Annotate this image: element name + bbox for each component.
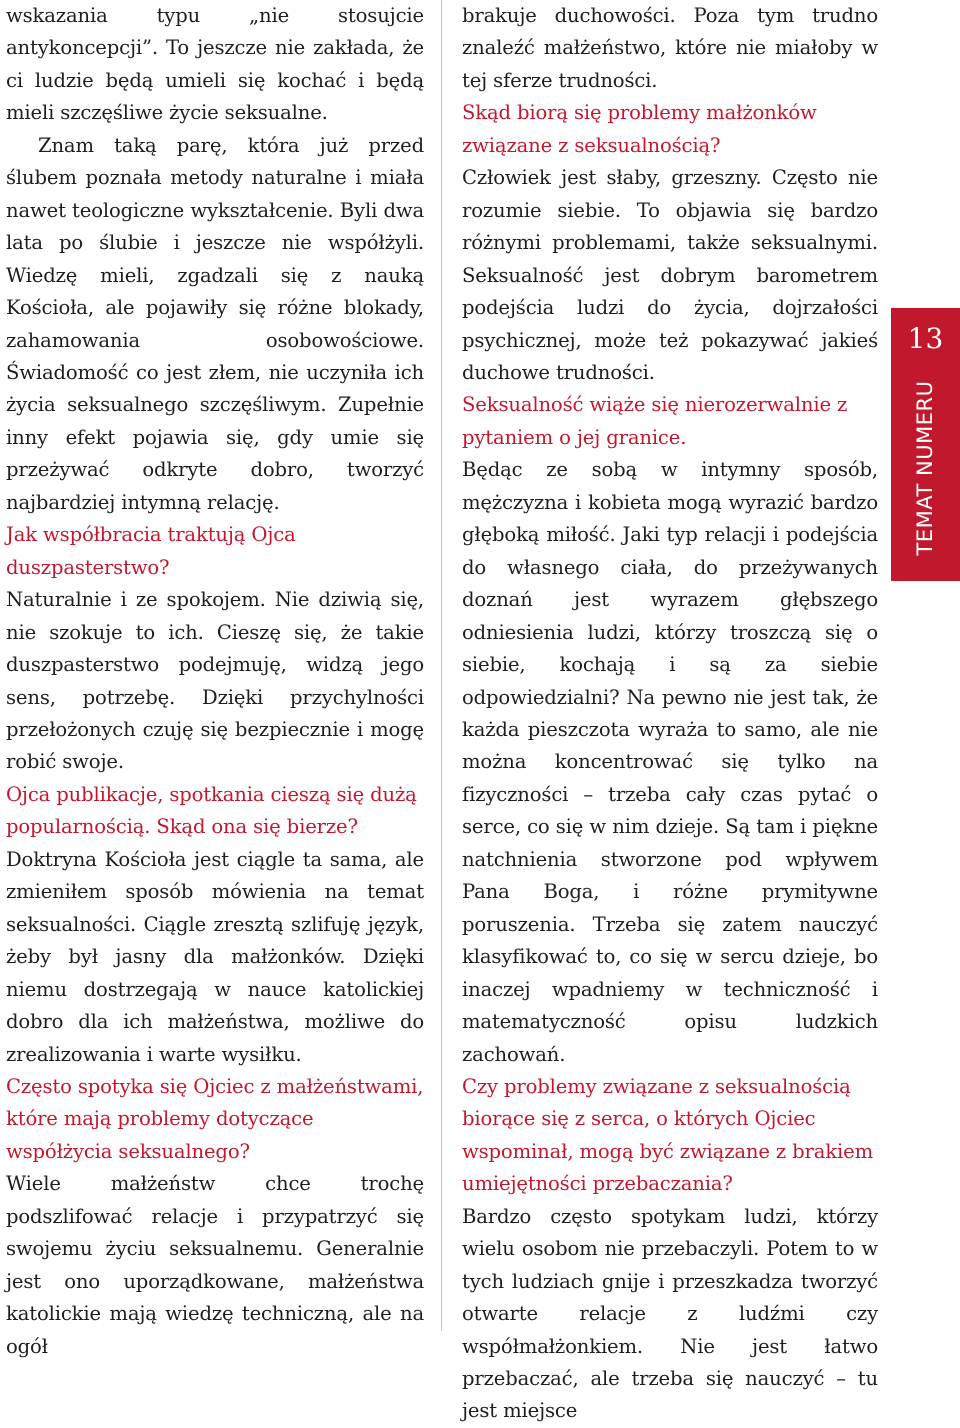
left-column	[6, 0, 424, 1363]
body-paragraph: Doktryna Kościoła jest ciągle ta sama, ale zmieniłem sposób mówienia na temat seksualności. Ciągle zresztą szlifuję język, żeby był jasny dla małżonków. Dzięki niemu dostrzegają w nauce katolickiej dobro dla ich małżeństwa, możliwe do zrealizowania i warte wysiłku.	[6, 847, 424, 1066]
interview-question: Skąd biorą się problemy małżonków związane z seksualnością?	[462, 101, 817, 157]
body-paragraph: Naturalnie i ze spokojem. Nie dziwią się, nie szokuje to ich. Cieszę się, że takie duszpasterstwo podejmuję, widzą jego sens, potrzebę. Dzięki przychylności przełożonych czuję się bezpiecznie i mogę robić swoje.	[6, 588, 424, 774]
body-paragraph: wskazania typu „nie stosujcie antykoncepcji”. To jeszcze nie zakłada, że ci ludzie będą umieli się kochać i będą mieli szczęśliwe życie seksualne.	[6, 4, 424, 125]
right-column	[462, 0, 878, 1428]
body-paragraph: Wiele małżeństw chce trochę podszlifować relacje i przypatrzyć się swojemu życiu seksualnemu. Generalnie jest ono uporządkowane, małżeństwa katolickie mają wiedzę techniczną, ale na ogół	[6, 1172, 424, 1358]
page-number: 13	[907, 322, 944, 355]
interview-question: Często spotyka się Ojciec z małżeństwami, które mają problemy dotyczące współżycia seksualnego?	[6, 1074, 424, 1163]
interview-question: Seksualność wiąże się nierozerwalnie z pytaniem o jej granice.	[462, 393, 848, 449]
section-side-tab	[891, 308, 960, 581]
body-paragraph: brakuje duchowości. Poza tym trudno znaleźć małżeństwo, które nie miałoby w tej sferze trudności.	[462, 4, 878, 92]
body-paragraph: Człowiek jest słaby, grzeszny. Często nie rozumie siebie. To objawia się bardzo różnymi problemami, także seksualnymi. Seksualność jest dobrym barometrem podejścia ludzi do życia, dojrzałości psychicznej, może też pokazywać jakieś duchowe trudności.	[462, 166, 878, 384]
interview-question: Jak współbracia traktują Ojca duszpasterstwo?	[6, 523, 296, 579]
body-paragraph: Będąc ze sobą w intymny sposób, mężczyzna i kobieta mogą wyrazić bardzo głęboką miłość. Jaki typ relacji i podejścia do własnego ciała, do przeżywanych doznań jest wyrazem głębszego odniesienia ludzi, którzy troszczą się o siebie, kochają i są za siebie odpowiedzialni? Na pewno nie jest tak, że każda pieszczota wyraża to samo, ale nie można koncentrować się tylko na fizyczności – trzeba cały czas pytać o serce, co się w nim dzieje. Są tam i piękne natchnienia stworzone pod wpływem Pana Boga, i różne prymitywne poruszenia. Trzeba się zatem nauczyć klasyfikować to, co się w sercu dzieje, bo inaczej wpadniemy w techniczność i matematyczność opisu ludzkich zachowań.	[462, 458, 878, 1066]
interview-question: Ojca publikacje, spotkania cieszą się dużą popularnością. Skąd ona się bierze?	[6, 782, 417, 839]
column-divider	[441, 0, 442, 1331]
body-paragraph: Bardzo często spotykam ludzi, którzy wielu osobom nie przebaczyli. Potem to w tych ludziach gnije i przeszkadza tworzyć otwarte relacje z ludźmi czy współmałżonkiem. Nie jest łatwo przebaczać, ale trzeba się nauczyć – tu jest miejsce	[462, 1204, 878, 1423]
section-label: TEMAT NUMERU	[913, 380, 937, 556]
interview-question: Czy problemy związane z seksualnością biorące się z serca, o których Ojciec wspominał, mogą być związane z brakiem umiejętności przebaczania?	[462, 1074, 874, 1196]
body-paragraph: Znam taką parę, która już przed ślubem poznała metody naturalne i miała nawet teologiczne wykształcenie. Byli dwa lata po ślubie i jeszcze nie współżyli. Wiedzę mieli, zgadzali się z nauką Kościoła, ale pojawiły się różne blokady, zahamowania osobowościowe. Świadomość co jest złem, nie uczyniła ich życia seksualnego szczęśliwym. Zupełnie inny efekt pojawia się, gdy umie się przeżywać odkryte dobro, tworzyć najbardziej intymną relację.	[6, 133, 424, 514]
